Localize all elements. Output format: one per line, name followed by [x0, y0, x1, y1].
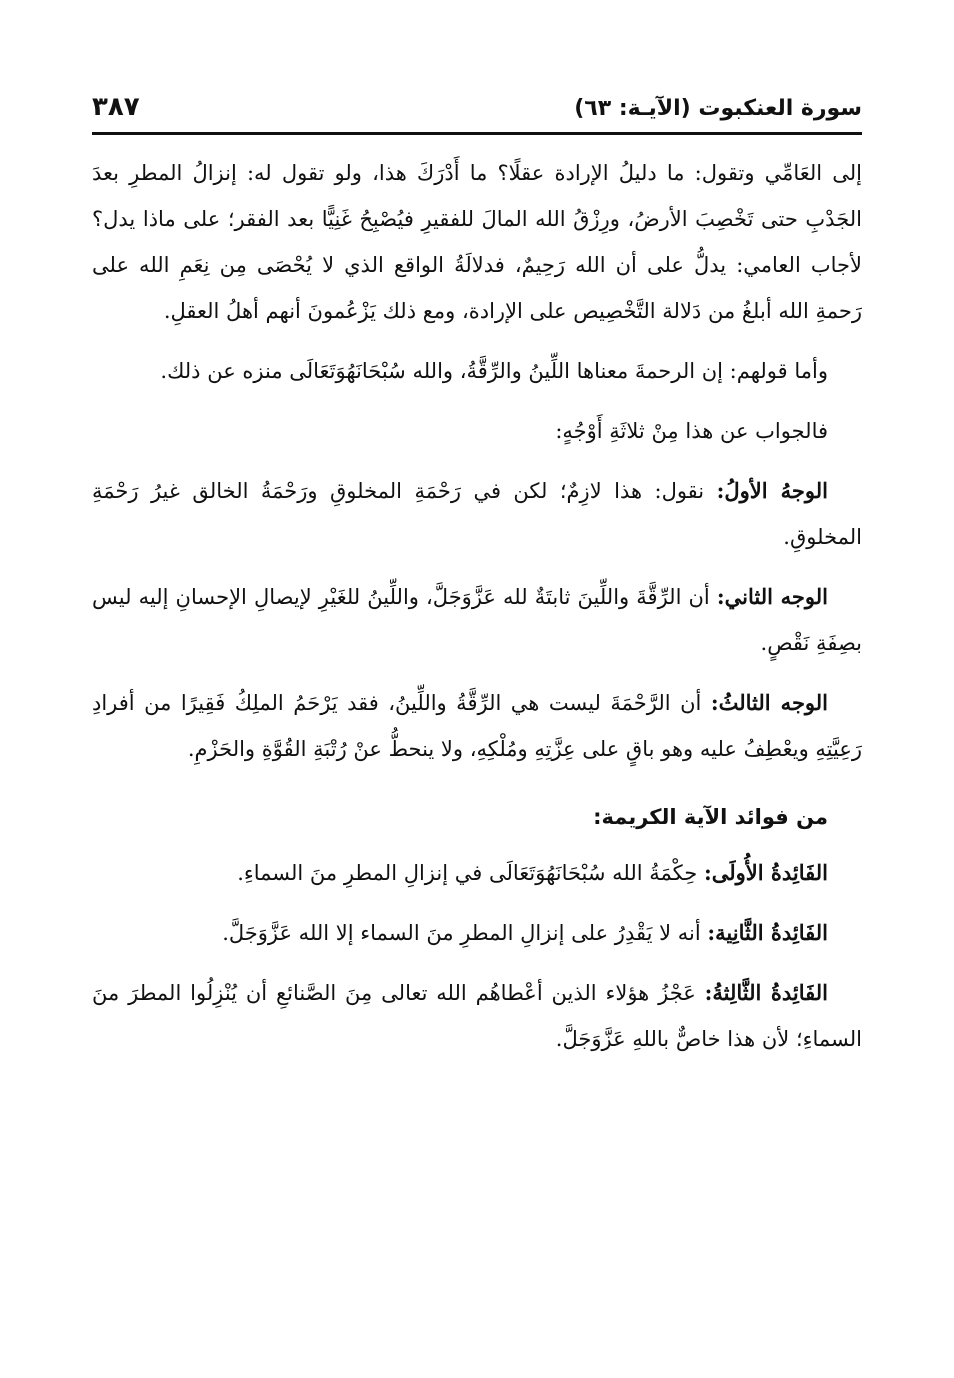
paragraph-text: إلى العَامِّي وتقول: ما دليلُ الإرادة عقلًا؟ ما أَدْرَكَ هذا، ولو تقول له: إنزالُ المطرِ بعدَ الجَدْبِ حتى تَخْصِبَ الأرضُ، ورِزْقُ الله المالَ للفقيرِ فيُصْبِحُ غَنِيًّا بعد الفقر؛ على ماذا يدل؟ لأجاب العامي: يدلُّ على أن الله رَحِيمٌ، فدلالَةُ الواقع الذي لا يُحْصَى مِن نِعَمِ الله على رَحمةِ الله أبلغُ من دَلالة التَّخْصِيص على الإرادة، ومع ذلك يَزْعُمونَ أنهم أهلُ العقلِ. [92, 161, 862, 323]
paragraph [92, 680, 862, 772]
benefit-item [92, 850, 862, 896]
benefit-text: عَجْزُ هؤلاء الذين أعْطاهُم الله تعالى مِنَ الصَّنائعِ أن يُنْزِلُوا المطرَ منَ السماءِ؛ لأن هذا خاصٌّ باللهِ عَزَّوَجَلَّ. [92, 981, 862, 1051]
paragraph [92, 348, 862, 394]
benefit-lead: الفَائِدةُ الأُولَى: [703, 860, 828, 885]
section-heading: من فوائد الآية الكريمة: [593, 805, 828, 829]
paragraph [92, 408, 862, 454]
paragraph-text: فالجواب عن هذا مِنْ ثلاثَةِ أَوْجُهٍ: [555, 419, 828, 443]
paragraph-lead: الوجه الثالثُ: [710, 690, 829, 715]
paragraph-text: أن الرِّقَّةَ واللِّينَ ثابتَةٌ لله عَزَّوَجَلَّ، واللِّينُ للغَيْرِ لإيصالِ الإحسانِ إليه ليس بصِفَةِ نَقْصٍ. [92, 585, 862, 655]
paragraph-lead: الوجهُ الأولُ: [716, 478, 828, 503]
paragraph-text: أن الرَّحْمَةَ ليست هي الرِّقَّةُ واللِّينُ، فقد يَرْحَمُ الملِكُ فَقِيرًا من أفرادِ رَعِيَّتِهِ ويعْطِفُ عليه وهو باقٍ على عِزَّتِهِ ومُلْكِهِ، ولا ينحطُّ عنْ رُتْبَةِ القُوَّةِ والحَزْمِ. [92, 691, 862, 761]
page-body [92, 150, 862, 1076]
paragraph-text: نقول: هذا لازِمٌ؛ لكن في رَحْمَةِ المخلوقِ ورَحْمَةُ الخالق غيرُ رَحْمَةِ المخلوقِ. [92, 479, 862, 549]
paragraph [92, 150, 862, 334]
page-header [92, 88, 862, 135]
benefit-lead: الفَائِدةُ الثَّانِية: [707, 920, 828, 945]
paragraph-lead: الوجه الثاني: [716, 584, 828, 609]
page-number: ٣٨٧ [92, 92, 140, 122]
benefit-item [92, 910, 862, 956]
benefit-text: أنه لا يَقْدِرُ على إنزالِ المطرِ منَ السماء إلا الله عَزَّوَجَلَّ. [222, 921, 708, 945]
benefit-text: حِكْمَةُ الله سُبْحَانَهُوَتَعَالَى في إنزالِ المطرِ منَ السماءِ. [237, 861, 704, 885]
paragraph [92, 468, 862, 560]
benefit-lead: الفَائِدةُ الثَّالِثةُ: [704, 980, 828, 1005]
benefit-item [92, 970, 862, 1062]
chapter-title: سورة العنكبوت (الآيـة: ٦٣) [574, 96, 862, 121]
paragraph-text: وأما قولهم: إن الرحمةَ معناها اللِّينُ والرِّقَّةُ، والله سُبْحَانَهُوَتَعَالَى منزه عن ذلك. [160, 359, 828, 383]
paragraph [92, 574, 862, 666]
